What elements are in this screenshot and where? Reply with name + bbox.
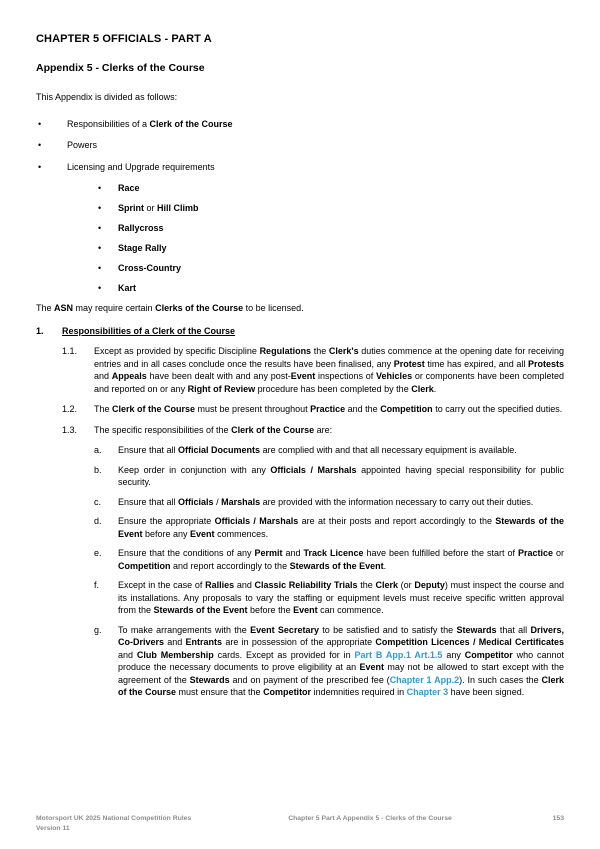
text-segment: ). In such cases the bbox=[459, 674, 542, 685]
text-segment: that all bbox=[496, 624, 531, 635]
section-heading bbox=[36, 325, 564, 338]
sub-rule-item-f bbox=[94, 579, 564, 617]
footer-version: Version 11 bbox=[36, 824, 70, 832]
text-segment: can commence. bbox=[317, 605, 384, 615]
list-item-text bbox=[118, 182, 140, 195]
text-segment: Clerk of the Course bbox=[231, 424, 315, 435]
text-segment: and bbox=[164, 637, 186, 647]
text-segment: and on payment of the prescribed fee ( bbox=[229, 674, 390, 685]
text-segment: before any bbox=[142, 528, 191, 539]
rule-text bbox=[94, 345, 564, 395]
footer-document-title: Motorsport UK 2025 National Competition Rules bbox=[36, 815, 192, 822]
text-segment: To make arrangements with the bbox=[118, 624, 251, 635]
asn-licensing-note bbox=[36, 302, 564, 315]
text-segment: Kart bbox=[118, 283, 137, 293]
text-segment: indemnities required in bbox=[311, 687, 407, 697]
text-segment: time has expired, and all bbox=[424, 358, 528, 369]
cross-reference-link[interactable]: Chapter 3 bbox=[406, 687, 449, 697]
text-segment: to be licensed. bbox=[243, 303, 304, 313]
list-item-text bbox=[67, 118, 233, 131]
text-segment: Stewards bbox=[189, 674, 230, 685]
list-item bbox=[36, 161, 564, 174]
text-segment: Hill Climb bbox=[157, 203, 199, 213]
text-segment: Competitor bbox=[263, 687, 312, 697]
text-segment: Drivers, Co-Drivers bbox=[118, 624, 565, 647]
list-item-text bbox=[118, 222, 164, 235]
text-segment: Classic Reliability Trials bbox=[254, 580, 358, 590]
text-segment: Stewards of the Event bbox=[289, 560, 384, 571]
text-segment: Appeals bbox=[111, 371, 147, 381]
text-segment: Clerk bbox=[375, 580, 398, 590]
list-item-text bbox=[118, 282, 136, 295]
list-item bbox=[98, 222, 564, 235]
text-segment: or bbox=[553, 548, 564, 558]
sub-rule-text bbox=[118, 496, 564, 509]
text-segment: inspections of bbox=[315, 371, 377, 381]
list-item-text bbox=[118, 202, 199, 215]
text-segment: Sprint bbox=[118, 203, 144, 213]
sub-rule-text bbox=[118, 624, 564, 699]
list-item bbox=[98, 202, 564, 215]
text-segment: Clerks of the Course bbox=[155, 303, 244, 313]
discipline-list bbox=[98, 182, 564, 295]
rule-number: 1.3. bbox=[62, 424, 78, 435]
rule-number: 1.2. bbox=[62, 404, 78, 414]
text-segment: who cannot produce the necessary documents to prove eligibility at an bbox=[118, 649, 564, 672]
text-segment: Clerk of the Course bbox=[149, 118, 233, 129]
text-segment: Responsibilities of a bbox=[67, 118, 150, 129]
text-segment: and bbox=[234, 580, 255, 590]
list-item bbox=[36, 139, 564, 152]
text-segment: Protests bbox=[528, 358, 565, 369]
text-segment: Race bbox=[118, 183, 140, 193]
bullet-marker: • bbox=[98, 183, 102, 193]
text-segment: may not be allowed to start except with the agreement of the bbox=[118, 662, 564, 685]
sub-rule-letter: a. bbox=[94, 445, 102, 455]
chapter-title: CHAPTER 5 OFFICIALS - PART A bbox=[36, 33, 212, 45]
list-item-text bbox=[67, 161, 215, 174]
rule-number: 1.1. bbox=[62, 346, 78, 356]
text-segment: Clerk's bbox=[328, 346, 359, 356]
text-segment: Event bbox=[293, 605, 318, 615]
list-item-text bbox=[118, 262, 181, 275]
text-segment: The specific responsibilities of the bbox=[94, 424, 232, 435]
text-segment: before the bbox=[247, 605, 294, 615]
text-segment: . bbox=[433, 383, 437, 394]
text-segment: cards. Except as provided for in bbox=[213, 649, 355, 660]
text-segment: Rallycross bbox=[118, 223, 164, 233]
text-segment: Stewards of the Event bbox=[118, 516, 564, 539]
sub-rule-letter: d. bbox=[94, 516, 102, 526]
sub-rule-letter: e. bbox=[94, 548, 102, 558]
text-segment: the bbox=[311, 346, 329, 356]
text-segment: must be present throughout bbox=[195, 404, 311, 414]
list-item bbox=[98, 262, 564, 275]
sub-rule-item-c bbox=[94, 496, 564, 509]
text-segment: Powers bbox=[67, 140, 98, 150]
text-segment: Event bbox=[190, 528, 215, 539]
text-segment: are provided with the information necessary to carry out their duties. bbox=[260, 496, 534, 507]
bullet-marker: • bbox=[38, 140, 42, 150]
sub-rule-text bbox=[118, 464, 564, 489]
bullet-marker: • bbox=[98, 263, 102, 273]
text-segment: The bbox=[94, 404, 113, 414]
text-segment: Official Documents bbox=[178, 445, 261, 455]
bullet-marker: • bbox=[98, 203, 102, 213]
text-segment: Marshals bbox=[221, 496, 261, 507]
text-segment: and bbox=[118, 649, 137, 660]
text-segment: commences. bbox=[214, 528, 269, 539]
text-segment: have been dealt with and any post- bbox=[146, 371, 291, 381]
intro-text: This Appendix is divided as follows: bbox=[36, 92, 178, 102]
text-segment: Event bbox=[359, 662, 385, 672]
text-segment: Ensure that the conditions of any bbox=[118, 548, 255, 558]
text-segment: Track Licence bbox=[303, 548, 364, 558]
text-segment: are: bbox=[314, 424, 333, 435]
appendix-title: Appendix 5 - Clerks of the Course bbox=[36, 62, 205, 74]
text-segment: Right of Review bbox=[187, 383, 256, 394]
text-segment: Practice bbox=[310, 404, 346, 414]
text-segment: or bbox=[144, 203, 158, 213]
sub-rule-text bbox=[118, 547, 564, 572]
bullet-marker: • bbox=[98, 243, 102, 253]
text-segment: to be satisfied and to satisfy the bbox=[318, 624, 457, 635]
list-item-text bbox=[67, 139, 97, 152]
page-footer bbox=[36, 814, 564, 833]
text-segment: are complied with and that all necessary equipment is available. bbox=[260, 445, 517, 455]
text-segment: . bbox=[383, 560, 387, 571]
sub-rule-letter: f. bbox=[94, 580, 100, 590]
text-segment: to carry out the specified duties. bbox=[432, 404, 563, 414]
division-list bbox=[36, 118, 564, 174]
list-item bbox=[36, 118, 564, 131]
text-segment: Club Membership bbox=[136, 649, 214, 660]
text-segment: Permit bbox=[254, 548, 283, 558]
text-segment: must ensure that the bbox=[176, 687, 264, 697]
text-segment: procedure has been completed by the bbox=[255, 383, 412, 394]
sub-rule-text bbox=[118, 579, 564, 617]
section-title: Responsibilities of a Clerk of the Course bbox=[62, 325, 236, 336]
text-segment: / bbox=[213, 496, 222, 507]
cross-reference-link[interactable]: Chapter 1 App.2 bbox=[389, 674, 460, 685]
text-segment: Deputy bbox=[414, 580, 445, 590]
bullet-marker: • bbox=[98, 283, 102, 293]
sub-rule-letter: c. bbox=[94, 496, 102, 507]
text-segment: Except in the case of bbox=[118, 580, 206, 590]
text-segment: Entrants bbox=[185, 637, 223, 647]
text-segment: (or bbox=[397, 580, 415, 590]
sub-rule-item-e bbox=[94, 547, 564, 572]
sub-rule-item-g bbox=[94, 624, 564, 699]
page-number: 153 bbox=[552, 815, 564, 822]
text-segment: any bbox=[442, 649, 465, 660]
sub-rule-item-b bbox=[94, 464, 564, 489]
text-segment: Clerk bbox=[411, 383, 434, 394]
text-segment: Clerk of the Course bbox=[118, 674, 564, 697]
sub-rule-text bbox=[118, 515, 564, 540]
text-segment: ASN bbox=[54, 303, 74, 313]
text-segment: duties commence at the opening date for receiving entries and in all cases conclude once the results have been finalised, any bbox=[94, 346, 565, 369]
sub-rule-text bbox=[118, 444, 564, 457]
footer-document-info bbox=[36, 814, 236, 833]
footer-section-title: Chapter 5 Part A Appendix 5 - Clerks of the Course bbox=[288, 815, 452, 822]
list-item bbox=[98, 282, 564, 295]
text-segment: Licensing and Upgrade requirements bbox=[67, 161, 215, 172]
text-segment: Practice bbox=[517, 548, 553, 558]
text-segment: or components have been completed and reported on or any bbox=[94, 371, 564, 394]
text-segment: have been signed. bbox=[448, 687, 525, 697]
text-segment: and bbox=[282, 548, 304, 558]
bullet-marker: • bbox=[98, 223, 102, 233]
cross-reference-link[interactable]: Part B App.1 Art.1.5 bbox=[354, 649, 443, 660]
text-segment: Regulations bbox=[259, 346, 312, 356]
rule-item-1-2 bbox=[62, 403, 564, 416]
text-segment: Ensure that all bbox=[118, 496, 179, 507]
rule-text bbox=[94, 403, 564, 416]
text-segment: and bbox=[94, 371, 112, 381]
text-segment: appointed having special responsibility for public security. bbox=[118, 464, 564, 487]
text-segment: ) must inspect the course and its installations. Any proposals to vary the staffing or equipment levels must receive specific written approval from the bbox=[118, 580, 564, 615]
bullet-marker: • bbox=[38, 161, 42, 172]
sub-rule-letter: g. bbox=[94, 624, 102, 635]
text-segment: have been fulfilled before the start of bbox=[363, 548, 518, 558]
text-segment: Event bbox=[290, 371, 316, 381]
text-segment: The bbox=[36, 303, 55, 313]
text-segment: Competition bbox=[380, 404, 433, 414]
text-segment: Officials / Marshals bbox=[214, 516, 299, 526]
text-segment: and the bbox=[345, 404, 381, 414]
text-segment: Ensure that all bbox=[118, 445, 179, 455]
text-segment: Officials / Marshals bbox=[270, 464, 357, 475]
text-segment: Officials bbox=[178, 496, 214, 507]
list-item-text bbox=[118, 242, 167, 255]
text-segment: Rallies bbox=[205, 580, 235, 590]
text-segment: Event Secretary bbox=[250, 624, 319, 635]
text-segment: Stewards of the Event bbox=[153, 605, 248, 615]
responsibility-list bbox=[36, 444, 564, 699]
text-segment: Ensure the appropriate bbox=[118, 516, 215, 526]
sub-rule-letter: b. bbox=[94, 464, 102, 475]
text-segment: Protest bbox=[393, 358, 425, 369]
rule-text bbox=[94, 424, 564, 437]
text-segment: Vehicles bbox=[376, 371, 413, 381]
text-segment: Except as provided by specific Discipline bbox=[94, 346, 260, 356]
text-segment: are in possession of the appropriate bbox=[222, 637, 376, 647]
text-segment: Clerk of the Course bbox=[112, 404, 196, 414]
text-segment: Stage Rally bbox=[118, 243, 167, 253]
text-segment: Cross-Country bbox=[118, 263, 182, 273]
sub-rule-item-a bbox=[94, 444, 564, 457]
rule-item-1-1 bbox=[62, 345, 564, 395]
text-segment: Keep order in conjunction with any bbox=[118, 464, 271, 475]
text-segment: are at their posts and report accordingly to the bbox=[298, 516, 496, 526]
text-segment: and report accordingly to the bbox=[170, 560, 290, 571]
text-segment: Competition Licences / Medical Certificates bbox=[375, 637, 564, 647]
list-item bbox=[98, 182, 564, 195]
text-segment: Competitor bbox=[464, 649, 513, 660]
text-segment: may require certain bbox=[73, 303, 156, 313]
text-segment: the bbox=[357, 580, 376, 590]
bullet-marker: • bbox=[38, 118, 42, 129]
text-segment: Competition bbox=[118, 560, 171, 571]
list-item bbox=[98, 242, 564, 255]
sub-rule-item-d bbox=[94, 515, 564, 540]
text-segment: Stewards bbox=[456, 624, 497, 635]
section-number: 1. bbox=[36, 325, 44, 336]
rule-item-1-3 bbox=[62, 424, 564, 437]
